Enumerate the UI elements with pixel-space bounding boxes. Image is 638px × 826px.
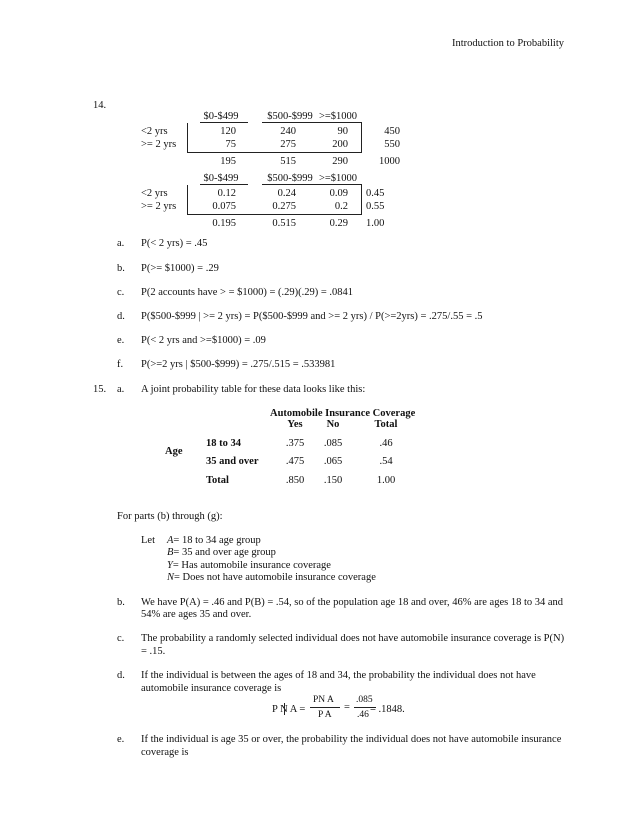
part-letter: a. [117,238,125,249]
header-underline [200,122,248,123]
joint-cell: .54 [379,456,393,467]
table-border [361,123,362,153]
table1-col-header: $0-$499 [203,111,239,122]
table1-col-header: >=$1000 [318,111,358,122]
part-letter: b. [117,597,125,608]
table1-cell: 120 [220,126,236,137]
table2-cell: 0.09 [329,188,348,199]
table-title: Automobile Insurance Coverage [270,408,416,419]
joint-col-header: No [326,419,340,430]
part-text: P(2 accounts have > = $1000) = (.29)(.29) = .0841 [141,287,354,298]
joint-row-label: 18 to 34 [206,438,241,449]
table2-cell: 0.075 [212,201,236,212]
part-letter: d. [117,670,125,681]
part-text: P($500-$999 | >= 2 yrs) = P($500-$999 and >= 2 yrs) / P(>=2yrs) = .275/.55 = .5 [141,311,483,322]
table2-cell: 0.275 [272,201,296,212]
table1-cell: 200 [332,139,348,150]
problem-14-number: 14. [93,100,107,111]
fraction-bar [310,707,340,708]
table2-cell: 0.24 [277,188,296,199]
header-underline [262,184,318,185]
table1-cell: 90 [337,126,348,137]
table2-grand-total: 1.00 [366,218,385,229]
page-header-title: Introduction to Probability [452,38,564,49]
definition-line [167,536,261,547]
table-border [361,185,362,215]
part-letter: f. [117,359,124,370]
table1-row-total: 550 [384,139,400,150]
table2-col-total: 0.515 [272,218,296,229]
part-letter: e. [117,335,125,346]
joint-cell: .085 [323,438,343,449]
part-letter: e. [117,734,125,745]
table1-grand-total: 1000 [379,156,400,167]
part-text: We have P(A) = .46 and P(B) = .54, so of the population age 18 and over, 46% are ages 18 to 34 and [141,597,564,608]
joint-cell: .065 [323,456,343,467]
intro-text: For parts (b) through (g): [117,511,223,522]
header-underline [262,122,318,123]
table2-col-total: 0.195 [212,218,236,229]
joint-cell: .475 [285,456,305,467]
part-letter: c. [117,287,125,298]
table2-col-header: $0-$499 [203,173,239,184]
part-text: = .15. [141,646,166,657]
joint-cell: .375 [285,438,305,449]
table2-col-total: 0.29 [329,218,348,229]
formula-denominator-value: .46 [357,710,369,720]
header-underline [314,122,362,123]
part-text: automobile insurance coverage is [141,683,282,694]
table1-row-total: 450 [384,126,400,137]
part-text: If the individual is between the ages of 18 and 34, the probability the individual does not have [141,670,536,681]
table2-col-header: >=$1000 [318,173,358,184]
formula-result: = .1848. [370,704,405,715]
part-text: If the individual is age 35 or over, the probability the individual does not have automobile insurance [141,734,562,745]
table-border [187,123,188,153]
joint-row-label: Total [206,475,229,486]
formula-equals: = [344,702,350,713]
table2-row-label: >= 2 yrs [141,201,177,212]
part-letter: d. [117,311,125,322]
table1-row-label: <2 yrs [141,126,168,137]
problem-15-number: 15. [93,384,107,395]
part-text: P(< 2 yrs and >=$1000) = .09 [141,335,266,346]
definition-text: = 35 and over age group [173,547,276,558]
table1-col-total: 195 [220,156,236,167]
table1-row-label: >= 2 yrs [141,139,177,150]
definition-text: = Has automobile insurance coverage [172,560,331,571]
table1-col-total: 290 [332,156,348,167]
definition-variable: A [167,535,174,546]
joint-cell: 1.00 [376,475,396,486]
definition-variable: Y [167,560,173,571]
part-letter: b. [117,263,125,274]
table1-cell: 275 [280,139,296,150]
formula-numerator-value: .085 [356,695,373,705]
table-border [188,152,361,153]
joint-row-label: 35 and over [206,456,259,467]
row-group-label: Age [165,446,183,457]
header-underline [200,184,248,185]
definition-line [167,548,276,559]
formula-lhs: P N A = [272,704,306,715]
joint-cell: .46 [379,438,393,449]
part-text: coverage is [141,747,189,758]
let-word: Let [141,535,155,546]
table-border [187,185,188,215]
table2-row-label: <2 yrs [141,188,168,199]
formula-denominator: P A [318,710,332,720]
table2-row-total: 0.45 [366,188,385,199]
definition-line [167,561,331,572]
definition-text: = Does not have automobile insurance coverage [174,572,376,583]
definition-line [167,573,376,584]
table-border [188,214,361,215]
table1-col-header: $500-$999 [267,111,313,122]
part-letter: c. [117,633,125,644]
formula-numerator: PN A [313,695,334,705]
table1-cell: 75 [225,139,236,150]
header-underline [314,184,362,185]
table1-cell: 240 [280,126,296,137]
table2-cell: 0.2 [334,201,348,212]
definition-variable: B [167,547,174,558]
joint-cell: .850 [285,475,305,486]
part-text: P(< 2 yrs) = .45 [141,238,208,249]
joint-col-header: Total [374,419,398,430]
table1-col-total: 515 [280,156,296,167]
table2-cell: 0.12 [217,188,236,199]
definition-variable: N [167,572,175,583]
joint-cell: .150 [323,475,343,486]
part-letter: a. [117,384,125,395]
definition-text: = 18 to 34 age group [173,535,261,546]
part-text: 54% are ages 35 and over. [141,609,252,620]
part-text: P(>=2 yrs | $500-$999) = .275/.515 = .533981 [141,359,336,370]
table2-row-total: 0.55 [366,201,385,212]
conditional-bar [284,703,285,715]
part-text: A joint probability table for these data looks like this: [141,384,366,395]
part-text: P(>= $1000) = .29 [141,263,219,274]
joint-col-header: Yes [287,419,303,430]
table2-col-header: $500-$999 [267,173,313,184]
part-text: The probability a randomly selected individual does not have automobile insurance coverage is P(N) [141,633,565,644]
